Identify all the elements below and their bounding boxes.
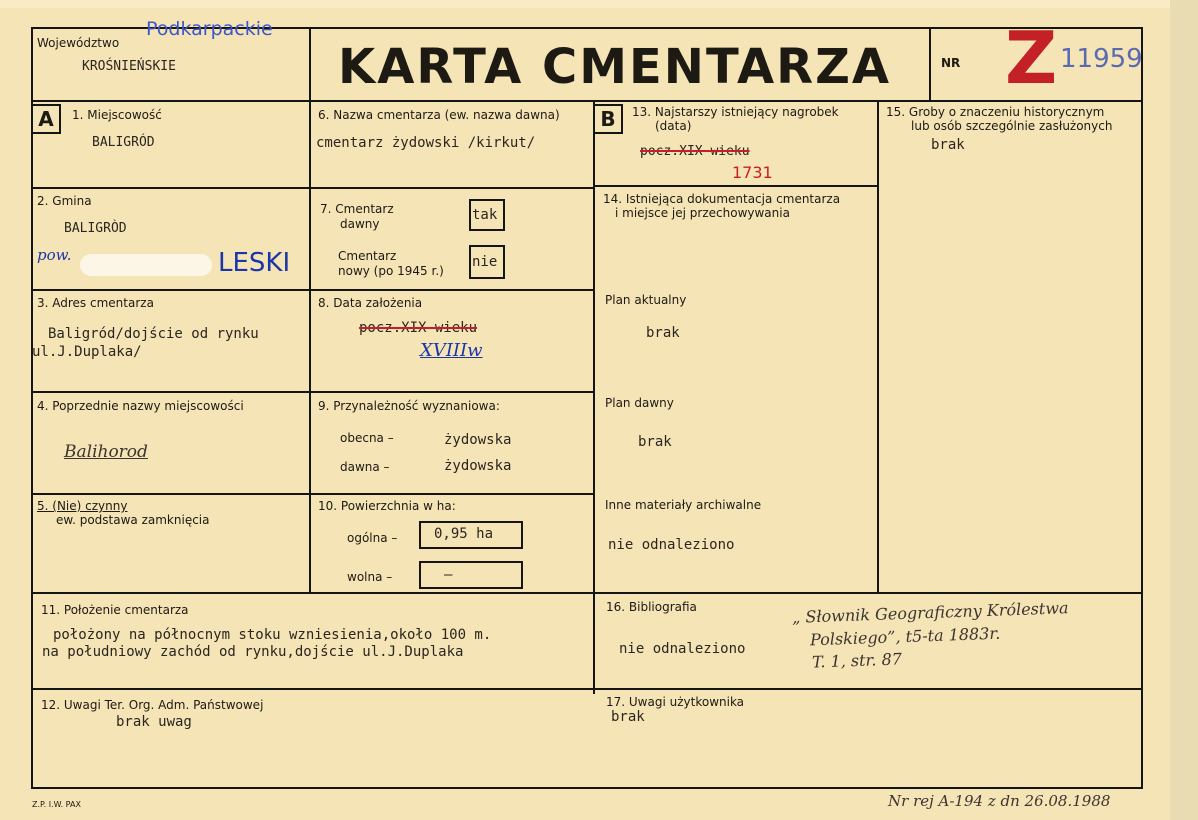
field-4-label: 4. Poprzednie nazwy miejscowości <box>37 399 244 413</box>
header-bottom-rule <box>31 100 1143 102</box>
nr-number: 11959 <box>1060 44 1143 74</box>
field-9-obecna-label: obecna – <box>340 431 394 445</box>
paper-edge-top <box>0 0 1198 8</box>
field-9-label: 9. Przynależność wyznaniowa: <box>318 399 500 413</box>
bibliography-handwritten-2: Polskiego”, t5-ta 1883r. <box>809 623 1001 650</box>
field-13-sublabel: (data) <box>655 119 692 133</box>
field-11-line1: położony na północnym stoku wzniesienia,około 100 m. <box>53 627 492 643</box>
field-13-correction: 1731 <box>732 163 773 182</box>
field-12-label: 12. Uwagi Ter. Org. Adm. Państwowej <box>41 698 264 712</box>
field-8-correction: XVIIIw <box>420 340 483 361</box>
wojewodztwo-label: Województwo <box>37 36 120 50</box>
bibliography-handwritten-3: T. 1, str. 87 <box>811 649 903 672</box>
field-9-dawna-label: dawna – <box>340 460 390 474</box>
field-2-powiat: LESKI <box>218 248 291 278</box>
field-13-struck-value: pocz.XIX wieku <box>640 144 750 159</box>
field-16-value: nie odnaleziono <box>619 641 746 657</box>
row-divider-3 <box>31 391 595 393</box>
field-7-dawny-label1: 7. Cmentarz <box>320 202 394 216</box>
field-17-label: 17. Uwagi użytkownika <box>606 695 745 709</box>
field-7-nowy-label2: nowy (po 1945 r.) <box>338 264 444 278</box>
field-3-label: 3. Adres cmentarza <box>37 296 154 310</box>
field-8-label: 8. Data założenia <box>318 296 423 310</box>
row-divider-13-14 <box>593 185 879 187</box>
wojewodztwo-value: KROŚNIEŃSKIE <box>82 59 176 74</box>
row-divider-2 <box>31 289 595 291</box>
region-stamp: Podkarpackie <box>146 18 273 40</box>
nr-label: NR <box>941 56 961 70</box>
field-8-struck-value: pocz.XIX wieku <box>359 320 478 336</box>
row-divider-5 <box>31 592 1143 594</box>
field-7-dawny-value: tak <box>472 207 498 223</box>
plan-dawny-value: brak <box>638 434 672 450</box>
field-2-pow: pow. <box>37 246 72 264</box>
plan-dawny-label: Plan dawny <box>605 396 674 410</box>
inne-materialy-value: nie odnaleziono <box>608 537 735 553</box>
field-3-line2: ul.J.Duplaka/ <box>32 344 142 360</box>
field-12-value: brak uwag <box>116 714 192 730</box>
field-10-ogolna-value: 0,95 ha <box>434 526 494 542</box>
paper-edge-right <box>1170 0 1198 820</box>
header-divider-1 <box>309 27 311 101</box>
registry-note: Nr rej A-194 z dn 26.08.1988 <box>888 792 1111 810</box>
row-divider-1 <box>31 187 595 189</box>
col-divider-1 <box>309 100 311 594</box>
field-5-label: 5. (Nie) czynny <box>37 499 128 513</box>
field-16-label: 16. Bibliografia <box>606 600 697 614</box>
bibliography-handwritten-1: „ Słownik Geograficzny Królestwa <box>791 598 1069 627</box>
form-title: KARTA CMENTARZA <box>338 39 892 95</box>
redaction-blur <box>80 254 212 276</box>
field-10-wolna-box <box>419 561 523 589</box>
nr-letter: Z <box>1005 16 1058 100</box>
field-2-value: BALIGRÒD <box>64 221 127 236</box>
field-14-label: 14. Istniejąca dokumentacja cmentarza <box>603 192 841 206</box>
field-7-nowy-label1: Cmentarz <box>338 249 397 263</box>
field-6-value: cmentarz żydowski /kirkut/ <box>316 135 536 151</box>
field-10-wolna-value: – <box>444 567 453 583</box>
field-3-line1: Baligród/dojście od rynku <box>48 326 259 342</box>
field-15-value: brak <box>931 137 965 153</box>
field-11-label: 11. Położenie cmentarza <box>41 603 189 617</box>
inne-materialy-label: Inne materiały archiwalne <box>605 498 762 512</box>
field-10-wolna-label: wolna – <box>347 570 393 584</box>
field-7-dawny-label2: dawny <box>340 217 380 231</box>
field-10-ogolna-label: ogólna – <box>347 531 398 545</box>
field-1-value: BALIGRÓD <box>92 135 155 150</box>
field-6-label: 6. Nazwa cmentarza (ew. nazwa dawna) <box>318 108 560 122</box>
field-15-label: 15. Groby o znaczeniu historycznym <box>886 105 1105 119</box>
field-2-label: 2. Gmina <box>37 194 92 208</box>
row-divider-4 <box>31 493 595 495</box>
field-11-line2: na południowy zachód od rynku,dojście ul.J.Duplaka <box>42 644 464 660</box>
field-9-dawna-value: żydowska <box>444 458 512 474</box>
row-divider-6 <box>31 688 1143 690</box>
section-b-marker: B <box>593 104 623 134</box>
field-17-value: brak <box>611 709 645 725</box>
header-divider-2 <box>929 27 931 101</box>
field-4-value: Balihorod <box>64 442 148 462</box>
field-10-label: 10. Powierzchnia w ha: <box>318 499 456 513</box>
field-1-label: 1. Miejscowość <box>72 108 162 122</box>
col-divider-3 <box>877 100 879 594</box>
field-7-nowy-value: nie <box>472 254 498 270</box>
plan-aktualny-label: Plan aktualny <box>605 293 687 307</box>
field-13-label: 13. Najstarszy istniejący nagrobek <box>632 105 839 119</box>
col-divider-2 <box>593 100 595 694</box>
field-15-sublabel: lub osób szczególnie zasłużonych <box>911 119 1113 133</box>
field-14-sublabel: i miejsce jej przechowywania <box>615 206 790 220</box>
printer-mark: Z.P. I.W. PAX <box>32 800 81 809</box>
plan-aktualny-value: brak <box>646 325 680 341</box>
field-5-sublabel: ew. podstawa zamknięcia <box>56 513 210 527</box>
field-9-obecna-value: żydowska <box>444 432 512 448</box>
section-a-marker: A <box>31 104 61 134</box>
